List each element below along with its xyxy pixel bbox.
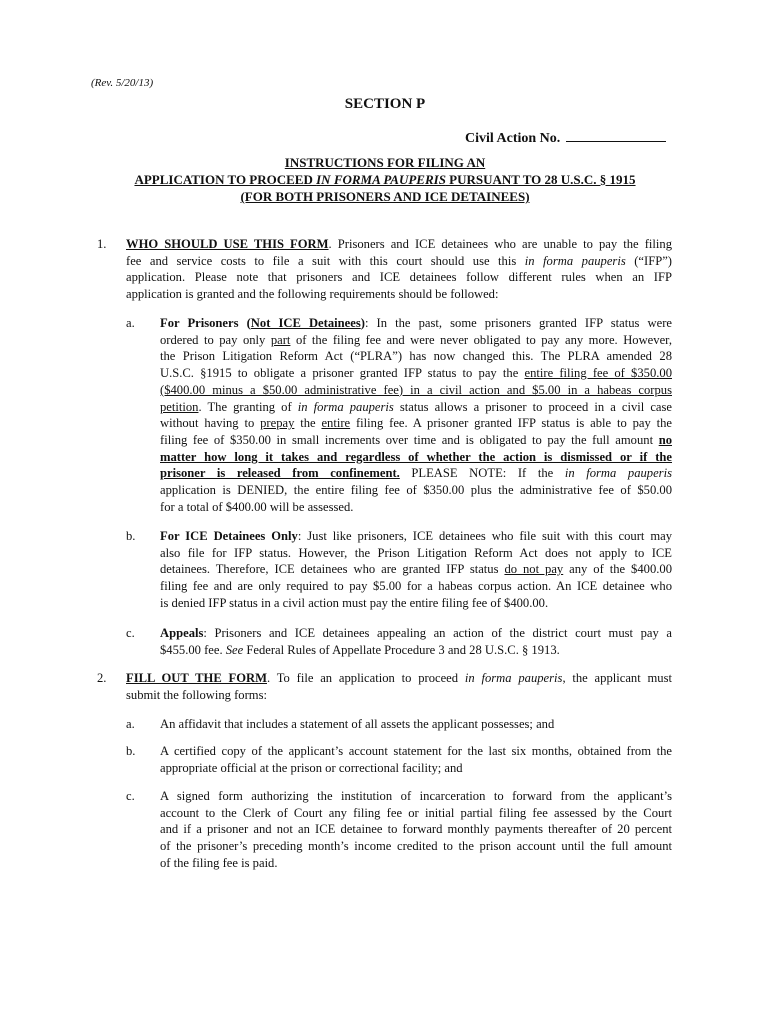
item-2c-letter: c. xyxy=(126,789,135,803)
item-1b-line xyxy=(160,528,672,545)
item-1-line xyxy=(126,253,672,270)
item-1a-heading-underlined: Not ICE Detainees xyxy=(250,316,361,330)
item-1a-text-run: : In the past, some prisoners granted IFP status were xyxy=(364,316,672,330)
item-1a-line: application is DENIED, the entire filing fee of $350.00 plus the administrative fee of $50.00 xyxy=(160,483,672,498)
item-1a-text-run: . The granting of xyxy=(198,399,298,414)
item-2-italic-run: in forma pauperis xyxy=(464,671,563,685)
item-1b-text-run: : Just like prisoners, ICE detainees who file suit with this court may xyxy=(297,529,672,543)
item-1a-line: matter how long it takes and regardless of whether the action is dismissed or if the xyxy=(160,449,672,464)
item-1-text-run: fee and service costs to file a suit with this court should use this xyxy=(126,253,525,268)
item-1a-line xyxy=(160,415,672,432)
item-1-text-run: . Prisoners and ICE detainees who are unable to pay the filing xyxy=(328,237,672,251)
item-1-text-run: (“IFP”) xyxy=(625,253,673,268)
item-2-text xyxy=(126,670,672,703)
item-1a-text-run: U.S.C. §1915 to obligate a prisoner granted IFP status to pay the xyxy=(160,366,525,381)
item-2-number: 2. xyxy=(97,671,107,685)
item-2c-line: and if a prisoner and not an ICE detainee to forward monthly payments thereafter of 20 percent xyxy=(160,822,672,837)
item-2a-text xyxy=(160,716,672,733)
item-1c-line xyxy=(160,625,672,642)
item-1-heading: WHO SHOULD USE THIS FORM xyxy=(126,237,329,251)
item-1a-text-run: PLEASE NOTE: If the xyxy=(399,466,565,481)
item-1a-underlined-run: entire xyxy=(321,416,351,431)
item-2c-line: of the prisoner’s preceding month’s income credited to the prison account until the full amount xyxy=(160,839,672,854)
item-1a-text-run: without having to xyxy=(160,416,261,431)
title-line-3: (FOR BOTH PRISONERS AND ICE DETAINEES) xyxy=(240,189,530,204)
item-2c-line: of the filing fee is paid. xyxy=(160,855,278,870)
section-title: SECTION P xyxy=(344,96,426,112)
item-2-text-run: , the applicant must xyxy=(562,671,673,685)
item-1b-line: is denied IFP status in a civil action must pay the entire filing fee of $400.00. xyxy=(160,595,549,610)
item-1a-line xyxy=(160,465,672,482)
item-1-line: application is granted and the following requirements should be followed: xyxy=(126,287,499,302)
item-1a-line: ($400.00 minus a $50.00 administrative fee) in a civil action and $5.00 in a habeas corpus xyxy=(160,382,672,397)
civil-action-field xyxy=(465,127,666,148)
item-1b-text-run: detainees. Therefore, ICE detainees who are granted IFP status xyxy=(160,562,505,577)
title-line-2-pre: APPLICATION TO PROCEED xyxy=(134,172,317,187)
item-2b-text xyxy=(160,743,672,776)
item-1a-line: for a total of $400.00 will be assessed. xyxy=(160,499,354,514)
item-1c-line xyxy=(160,642,672,659)
item-2-heading: FILL OUT THE FORM xyxy=(126,671,267,685)
item-1a-text xyxy=(160,315,672,515)
item-1b-heading: For ICE Detainees Only xyxy=(160,529,298,543)
item-1-italic-run: in forma pauperis xyxy=(524,253,626,268)
item-2a-line: An affidavit that includes a statement of all assets the applicant possesses; and xyxy=(160,717,555,731)
item-1a-text-run: filing fee of $350.00 in small increments over time and is obligated to pay the full amount xyxy=(160,432,659,447)
item-2-text-run: . To file an application to proceed xyxy=(267,671,465,685)
item-1b-line: filing fee and are only required to pay $5.00 for a habeas corpus action. An ICE detainee who xyxy=(160,579,672,594)
title-line-2-italic: IN FORMA PAUPERIS xyxy=(316,172,446,187)
item-1b-text-run: any of the $400.00 xyxy=(563,562,672,577)
item-1c-text xyxy=(160,625,672,658)
item-1b-line xyxy=(160,561,672,578)
item-1a-heading-pre: For Prisoners ( xyxy=(160,316,251,330)
civil-action-label: Civil Action No. xyxy=(465,131,561,146)
item-2-line: submit the following forms: xyxy=(126,687,267,702)
item-1a-text-run: ordered to pay only xyxy=(160,332,271,347)
item-1a-bold-underlined-run: no xyxy=(658,432,672,447)
item-1a-letter: a. xyxy=(126,316,135,330)
item-2c-line: A signed form authorizing the institution of incarceration to forward from the applicant’s xyxy=(160,789,672,803)
item-1a-italic-run: in forma pauperis xyxy=(297,399,394,414)
item-2b-line: appropriate official at the prison or correctional facility; and xyxy=(160,760,463,775)
item-1c-text-run: Federal Rules of Appellate Procedure 3 and 28 U.S.C. § 1913. xyxy=(243,642,560,657)
item-1a-underlined-run: petition xyxy=(160,399,199,414)
item-1a-bold-underlined-run: prisoner is released from confinement. xyxy=(160,466,400,481)
item-2-line xyxy=(126,670,672,687)
item-1c-letter: c. xyxy=(126,626,135,640)
item-1c-text-run: : Prisoners and ICE detainees appealing an action of the district court must pay a xyxy=(203,626,672,640)
item-1a-line: the Prison Litigation Reform Act (“PLRA”) has now changed this. The PLRA amended 28 xyxy=(160,349,672,364)
instructions-title xyxy=(0,154,770,205)
item-1a-text-run: status allows a prisoner to proceed in a civil case xyxy=(393,399,673,414)
item-1a-line xyxy=(160,315,672,332)
item-1a-underlined-run: entire filing fee of $350.00 xyxy=(524,366,672,381)
item-1c-text-run: $455.00 fee. xyxy=(160,642,226,657)
item-1b-underlined-run: do not pay xyxy=(504,562,564,577)
revision-date: (Rev. 5/20/13) xyxy=(91,77,154,89)
item-1a-text-run: filing fee. A prisoner granted IFP status is able to pay the xyxy=(350,416,673,431)
item-1a-line xyxy=(160,365,672,382)
title-line-1: INSTRUCTIONS FOR FILING AN xyxy=(284,155,486,170)
item-1a-underlined-run: prepay xyxy=(260,416,295,431)
item-1-text xyxy=(126,236,672,303)
item-1a-line xyxy=(160,399,672,416)
item-1a-text-run: of the filing fee and were never obligated to pay any more. However, xyxy=(290,332,672,347)
item-1a-text-run: the xyxy=(294,416,322,431)
item-1a-italic-run: in forma pauperis xyxy=(564,466,672,481)
item-1c-italic-run: See xyxy=(225,642,244,657)
item-1-number: 1. xyxy=(97,237,107,251)
item-1c-heading: Appeals xyxy=(160,626,204,640)
item-2c-line: account to the Clerk of Court any filing fee or initial partial filing fee assessed by the Court xyxy=(160,805,672,820)
item-2c-text xyxy=(160,788,672,872)
item-1a-line xyxy=(160,332,672,349)
item-1a-heading-post: ) xyxy=(360,316,365,330)
title-line-2-post: PURSUANT TO 28 U.S.C. § 1915 xyxy=(445,172,636,187)
title-line-2 xyxy=(0,171,770,188)
item-1-line xyxy=(126,236,672,253)
item-1a-line xyxy=(160,432,672,449)
item-2b-letter: b. xyxy=(126,744,136,758)
item-1b-line: also file for IFP status. However, the Prison Litigation Reform Act does not apply to ICE xyxy=(160,545,672,560)
item-1b-text xyxy=(160,528,672,612)
item-1b-letter: b. xyxy=(126,529,136,543)
item-2b-line: A certified copy of the applicant’s account statement for the last six months, obtained from the xyxy=(160,744,672,758)
civil-action-blank xyxy=(566,127,666,142)
item-1a-underlined-run: part xyxy=(270,332,291,347)
item-1-line: application. Please note that prisoners and ICE detainees follow different rules when an IFP xyxy=(126,270,672,285)
item-2a-letter: a. xyxy=(126,717,135,731)
